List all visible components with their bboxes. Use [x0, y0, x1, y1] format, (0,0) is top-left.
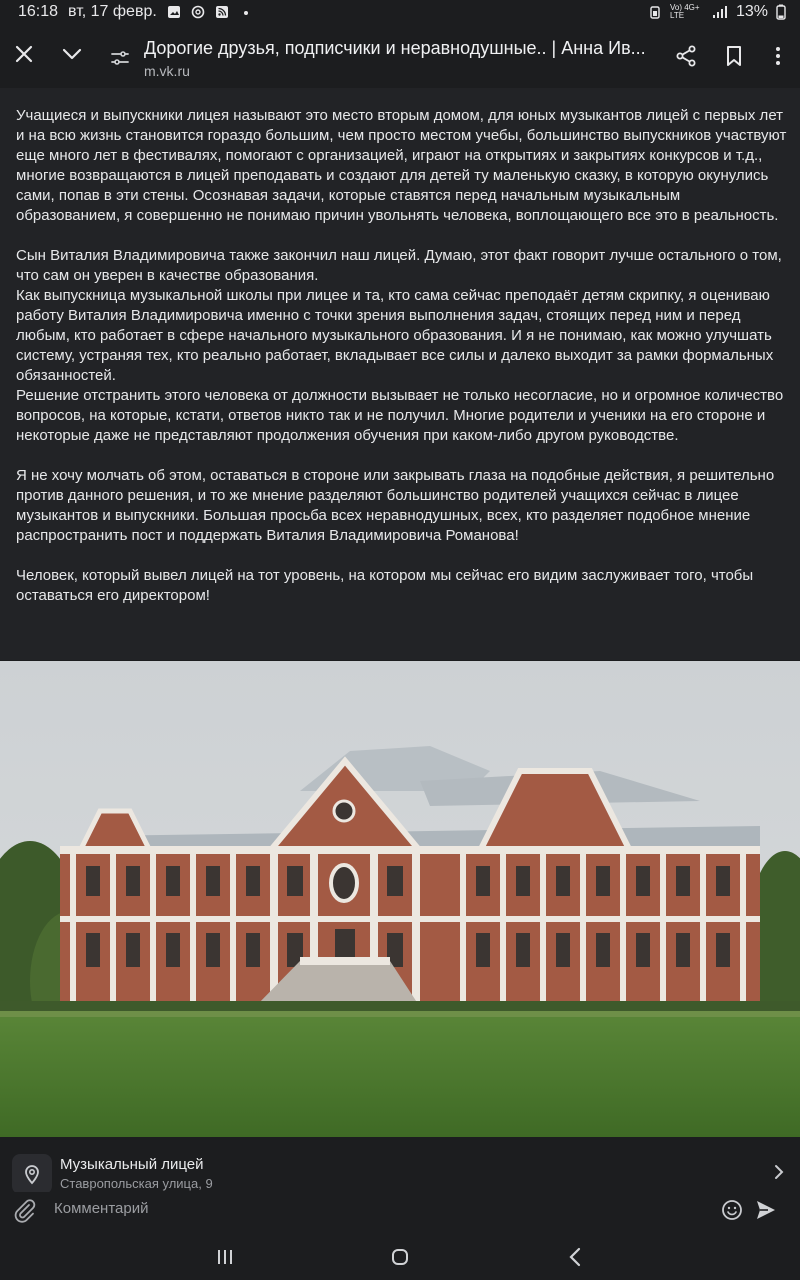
dot-icon [239, 5, 253, 19]
attach-button[interactable] [12, 1198, 38, 1229]
close-icon [14, 44, 34, 64]
bookmark-icon [725, 45, 743, 67]
page-title: Дорогие друзья, подписчики и неравнодушные.. | Анна Ив... [144, 38, 646, 58]
share-icon [675, 45, 697, 67]
rss-notification-icon [215, 5, 229, 19]
location-pin-icon [23, 1163, 41, 1185]
status-date: вт, 17 февр. [68, 3, 157, 20]
post-paragraph: Человек, который вывел лицей на тот уровень, на котором мы сейчас его видим заслуживает того, чтобы оставаться его директором! [16, 567, 754, 604]
recent-apps-icon [216, 1248, 234, 1266]
page-title-block[interactable] [144, 38, 664, 79]
site-settings-button[interactable] [104, 42, 136, 74]
location-pin-box [12, 1154, 52, 1194]
location-name: Музыкальный лицей [60, 1156, 204, 1173]
status-battery: 13% [735, 3, 768, 20]
chevron-down-icon [61, 47, 83, 61]
home-button[interactable] [385, 1244, 415, 1270]
site-settings-icon [110, 49, 130, 67]
home-icon [391, 1248, 409, 1266]
post-paragraph: Учащиеся и выпускники лицея называют это место вторым домом, для юных музыкантов лицей с первых лет и на всю жизнь становится гораздо большим, чем просто местом учебы, большинство выпускников участвуют еще много лет в фестивалях, помогают с организацией, играют на открытиях и закрытиях конкурсов и т.д., многие возвращаются в лицей преподавать и создают для детей ту маленькую сказку, в которую окунулись сами, попав в эти стены. Осознавая задачи, которые ставятся перед начальным музыкальным образованием, я совершенно не понимаю причин увольнять человека, воплощающего все это в реальность. [16, 107, 787, 224]
post-photo[interactable] [0, 661, 800, 1137]
browser-toolbar [0, 24, 800, 88]
gallery-notification-icon [167, 5, 181, 19]
comment-input[interactable]: Комментарий [54, 1200, 149, 1217]
system-navigation-bar [0, 1232, 800, 1280]
paperclip-icon [12, 1198, 38, 1224]
location-row[interactable] [0, 1140, 800, 1192]
send-button[interactable] [754, 1198, 778, 1227]
email-notification-icon [191, 5, 205, 19]
status-time: 16:18 [18, 3, 59, 20]
back-button[interactable] [560, 1244, 590, 1270]
recent-apps-button[interactable] [210, 1244, 240, 1270]
post-text [16, 106, 788, 626]
bookmark-button[interactable] [718, 40, 750, 72]
more-vertical-icon [775, 45, 781, 67]
battery-saver-icon [648, 5, 662, 19]
location-address: Ставропольская улица, 9 [60, 1176, 213, 1191]
share-button[interactable] [670, 40, 702, 72]
minimize-button[interactable] [56, 38, 88, 70]
send-icon [754, 1198, 778, 1222]
close-button[interactable] [8, 38, 40, 70]
post-paragraph: Решение отстранить этого человека от должности вызывает не только несогласие, но и огромное количество вопросов, на которые, кстати, ответов никто так и не получил. Многие родители и ученики на его стороне и некоторые даже не представляют продолжения обучения при каком-либо другом руководстве. [16, 387, 784, 444]
status-network: Vo) 4G+ LTE [669, 3, 700, 20]
post-paragraph: Я не хочу молчать об этом, оставаться в стороне или закрывать глаза на подобные действия, я решительно против данного решения, и то же мнение разделяют большинство родителей учащихся сейчас в лицее музыкантов и выпускники. Большая просьба всех неравнодушных, всех, кто разделяет подобное мнение распространить пост и поддержать Виталия Владимировича Романова! [16, 467, 775, 544]
lyceum-building-illustration [0, 661, 800, 1137]
post-paragraph: Сын Виталия Владимировича также закончил наш лицей. Думаю, этот факт говорит лучше остального о том, что сам он уверен в качестве образования. [16, 247, 782, 284]
comment-bar [0, 1192, 800, 1232]
post-content [0, 88, 800, 660]
post-paragraph: Как выпускница музыкальной школы при лицее и та, кто сама сейчас преподаёт детям скрипку, я оцениваю работу Виталия Владимировича именно с точки зрения выполнения задач, стоящих перед ним и перед любым, кто работает в сфере начального музыкального образования. И я не понимаю, как можно улучшать систему, устраняя тех, кто реально работает, вкладывает все силы и далеко выходит за рамки формальных обязанностей. [16, 287, 774, 384]
more-options-button[interactable] [762, 40, 794, 72]
status-bar [0, 0, 800, 24]
chevron-right-icon [774, 1164, 784, 1180]
back-icon [568, 1247, 582, 1267]
emoji-icon [720, 1198, 744, 1222]
battery-icon [776, 4, 786, 20]
emoji-button[interactable] [720, 1198, 744, 1227]
signal-icon [712, 5, 728, 19]
page-url: m.vk.ru [144, 63, 190, 79]
